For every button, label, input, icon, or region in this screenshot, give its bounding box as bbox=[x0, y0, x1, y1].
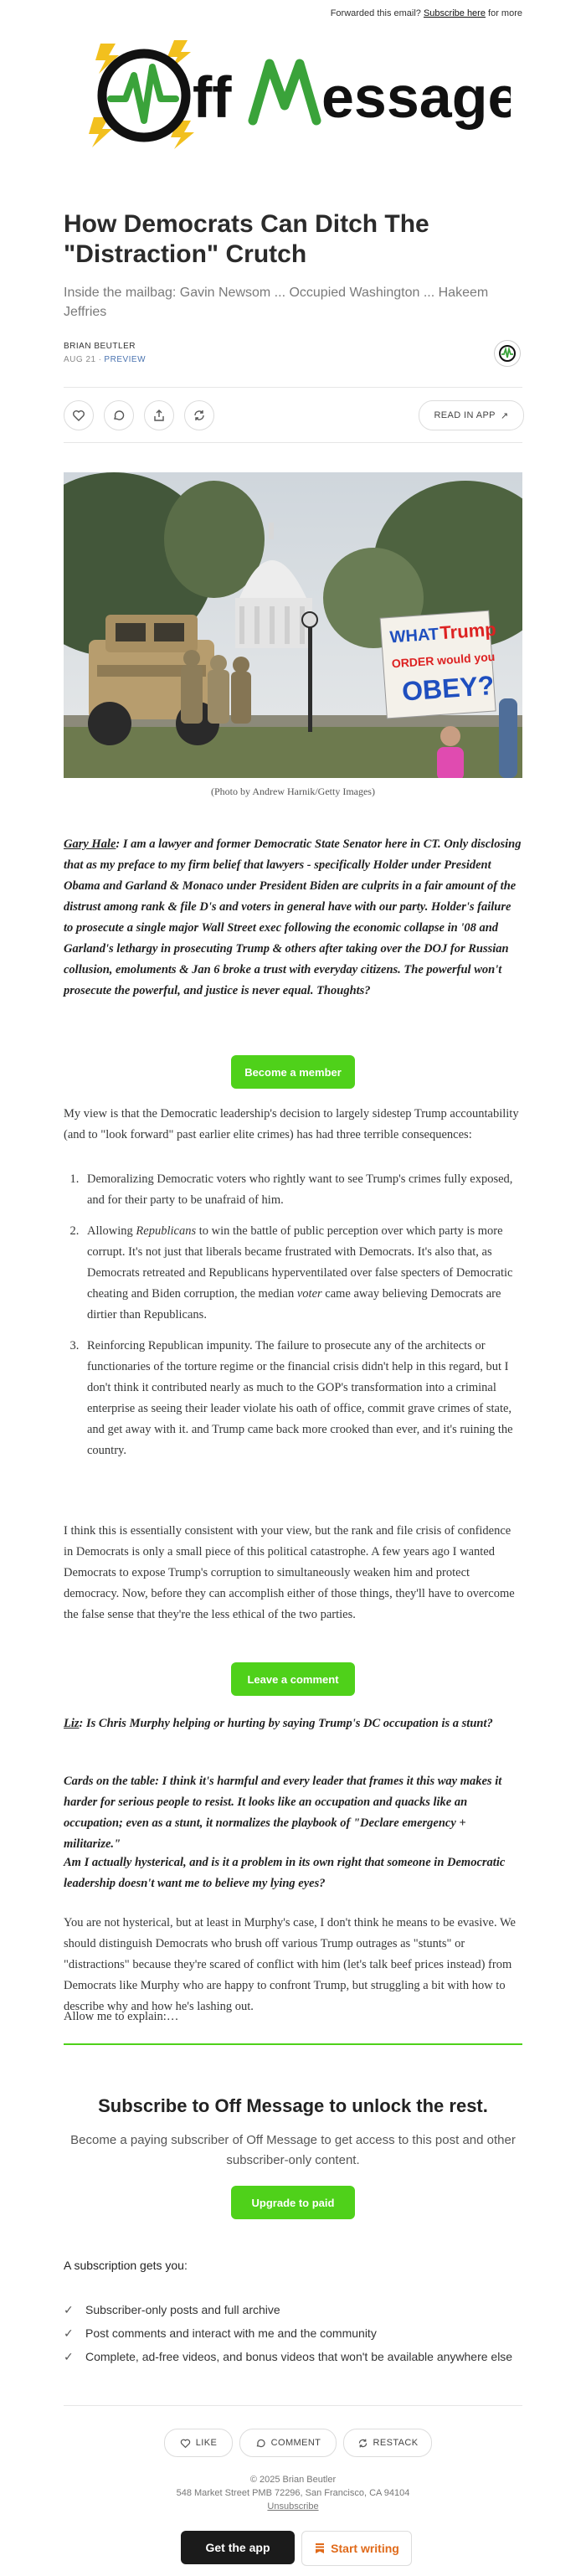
photo-caption: (Photo by Andrew Harnik/Getty Images) bbox=[211, 786, 375, 797]
restack-label: RESTACK bbox=[373, 2438, 419, 2448]
subscribe-here-link[interactable]: Subscribe here bbox=[423, 8, 486, 18]
comment-label: COMMENT bbox=[270, 2438, 321, 2448]
benefit-item: ✓ Subscriber-only posts and full archive bbox=[64, 2303, 280, 2316]
comment-button[interactable] bbox=[239, 2429, 337, 2457]
restack-button[interactable] bbox=[184, 400, 214, 430]
comment-button[interactable] bbox=[104, 400, 134, 430]
benefit-item: ✓ Post comments and interact with me and the community bbox=[64, 2326, 377, 2340]
substack-logo-icon bbox=[314, 2543, 326, 2554]
author-name[interactable]: BRIAN BEUTLER bbox=[64, 342, 136, 351]
check-icon: ✓ bbox=[64, 2326, 74, 2340]
divider bbox=[64, 2405, 522, 2406]
read-in-app-button[interactable] bbox=[419, 400, 524, 430]
author-reply: You are not hysterical, but at least in Murphy's case, I don't think he means to be evasive. We should distinguish Democrats who brush off various Trump outrages as "stunts" or "distractions" because they're scared of conflict with him (let's talk beef prices instead) from Democrats like Murphy who are happy to confront Trump, but struggling a bit with how to describe why and how he's lashing out. bbox=[64, 1916, 516, 2013]
author-reply-closing: I think this is essentially consistent with your view, but the rank and file crisis of confidence in Democrats is only a small piece of this political catastrophe. A few years ago I wanted Democrats to expose Trump's corruption to simultaneously weaken him and protect democracy. Now, before they can accomplish either of those things, they'll have to overcome the false sense that they're the less ethical of the two parties. bbox=[64, 1524, 515, 1621]
forwarded-notice bbox=[331, 8, 522, 18]
sign-text: OBEY? bbox=[400, 670, 496, 707]
reader-question-text: Am I actually hysterical, and is it a problem in its own right that someone in Democratic leadership doesn't want me to believe my lying eyes? bbox=[64, 1856, 506, 1890]
publication-logo-icon bbox=[498, 344, 517, 363]
become-member-button[interactable]: Become a member bbox=[231, 1055, 355, 1089]
restack-icon bbox=[193, 409, 206, 422]
like-button[interactable] bbox=[64, 400, 94, 430]
logo-wordmark: ff bbox=[193, 64, 232, 130]
reader-question bbox=[64, 834, 522, 1002]
get-the-app-button[interactable]: Get the app bbox=[181, 2531, 295, 2564]
reader-question bbox=[64, 1713, 522, 1734]
arrow-up-right-icon: ↗ bbox=[500, 410, 509, 421]
divider bbox=[64, 387, 522, 388]
divider bbox=[64, 442, 522, 443]
sign-text: ORDER would you bbox=[391, 649, 496, 671]
date-text: AUG 21 bbox=[64, 355, 96, 364]
leave-comment-button[interactable]: Leave a comment bbox=[231, 1662, 355, 1696]
reader-question-text: : I am a lawyer and former Democratic State Senator here in CT. Only disclosing that as my preface to my firm belief that lawyers - specifically Holder under President Obama and Garland & Monaco under President Biden are culprits in a fair amount of the distrust among rank & file D's and voters in general have with our party. Holder's failure to prosecute a single major Wall Street exec following the economic collapse in '08 and Garland's lethargy in prosecuting Trump & others after taking over the DOJ for Russian collusion, emoluments & Jan 6 broke a trust with everyday citizens. The powerful won't prosecute the powerful, and justice is never equal. Thoughts? bbox=[64, 837, 522, 997]
like-label: LIKE bbox=[195, 2438, 218, 2448]
paywall-divider bbox=[64, 2043, 522, 2045]
publication-avatar[interactable] bbox=[494, 340, 521, 367]
post-date: AUG 21 ∙ PREVIEW bbox=[64, 355, 146, 364]
author-reply-intro: My view is that the Democratic leadership's decision to largely sidestep Trump accountability (and to "look forward" past earlier elite crimes) has had three terrible consequences: bbox=[64, 1107, 519, 1141]
paywall-body: Become a paying subscriber of Off Message to get access to this post and other subscriber-only content. bbox=[70, 2133, 516, 2167]
post-photo[interactable] bbox=[64, 472, 522, 778]
forwarded-suffix: for more bbox=[488, 8, 522, 18]
benefit-item: ✓ Complete, ad-free videos, and bonus videos that won't be available anywhere else bbox=[64, 2350, 513, 2363]
publication-logo[interactable] bbox=[75, 33, 511, 159]
restack-button[interactable] bbox=[343, 2429, 432, 2457]
consequences-list bbox=[64, 1169, 522, 1471]
check-icon: ✓ bbox=[64, 2303, 74, 2316]
like-button[interactable] bbox=[164, 2429, 233, 2457]
list-item: 2. Allowing Republicans to win the battle of public perception over which party is more corrupt. It's not just that liberals became frustrated with Democrats. It's also that, as Democrats retreated and Republicans hyperventilated over false specters of Democratic cheating and Biden corruption, the median voter came away believing Democrats are dirtier than Republicans. bbox=[82, 1221, 522, 1326]
reader-question-text: Cards on the table: I think it's harmful and every leader that frames it this way makes it harder for serious people to resist. It looks like an occupation and quacks like an occupation; even as a stunt, it normalizes the playbook of "Declare emergency + militarize." bbox=[64, 1775, 502, 1851]
copyright: © 2025 Brian Beutler bbox=[249, 2475, 337, 2485]
read-in-app-label: READ IN APP bbox=[434, 410, 496, 420]
start-writing-button[interactable] bbox=[301, 2531, 412, 2566]
paywall-heading: Subscribe to Off Message to unlock the rest. bbox=[98, 2095, 488, 2116]
svg-text:essage: essage bbox=[321, 64, 511, 130]
sign-text: WHAT bbox=[388, 625, 440, 647]
share-button[interactable] bbox=[144, 400, 174, 430]
reader-name: Liz bbox=[64, 1717, 80, 1730]
post-title[interactable]: How Democrats Can Ditch The "Distraction" Crutch bbox=[64, 210, 429, 268]
allow-me-explain: Allow me to explain:… bbox=[64, 2010, 179, 2023]
forwarded-text: Forwarded this email? bbox=[330, 8, 421, 18]
comment-icon bbox=[255, 2438, 266, 2449]
reader-name: Gary Hale bbox=[64, 837, 116, 851]
share-icon bbox=[152, 409, 166, 422]
heart-icon bbox=[72, 409, 85, 422]
comment-icon bbox=[112, 409, 126, 422]
reader-question-text: : Is Chris Murphy helping or hurting by saying Trump's DC occupation is a stunt? bbox=[79, 1717, 493, 1730]
list-item: 3. Reinforcing Republican impunity. The failure to prosecute any of the architects or functionaries of the torture regime or the financial crisis didn't help in this regard, but I don't think it contributed nearly as much to the GOP's transformation into a criminal enterprise as seeing their leader violate his oath of office, commit grave crimes of state, and get away with it. and Trump came back more crooked than ever, and it's ruining the country. bbox=[82, 1336, 522, 1461]
unsubscribe-link[interactable]: Unsubscribe bbox=[267, 2501, 319, 2512]
sign-text: Trump bbox=[439, 618, 497, 644]
list-item: 1. Demoralizing Democratic voters who rightly want to see Trump's crimes fully exposed, and for their party to be unafraid of him. bbox=[82, 1169, 522, 1211]
post-subtitle: Inside the mailbag: Gavin Newsom ... Occupied Washington ... Hakeem Jeffries bbox=[64, 286, 489, 319]
mailing-address: 548 Market Street PMB 72296, San Francisco, CA 94104 bbox=[176, 2488, 410, 2498]
benefits-title: A subscription gets you: bbox=[64, 2259, 188, 2272]
preview-label: PREVIEW bbox=[104, 355, 146, 364]
heart-icon bbox=[180, 2438, 191, 2449]
upgrade-to-paid-button[interactable]: Upgrade to paid bbox=[231, 2186, 355, 2219]
check-icon: ✓ bbox=[64, 2350, 74, 2363]
restack-icon bbox=[357, 2438, 368, 2449]
start-writing-label: Start writing bbox=[331, 2542, 399, 2555]
